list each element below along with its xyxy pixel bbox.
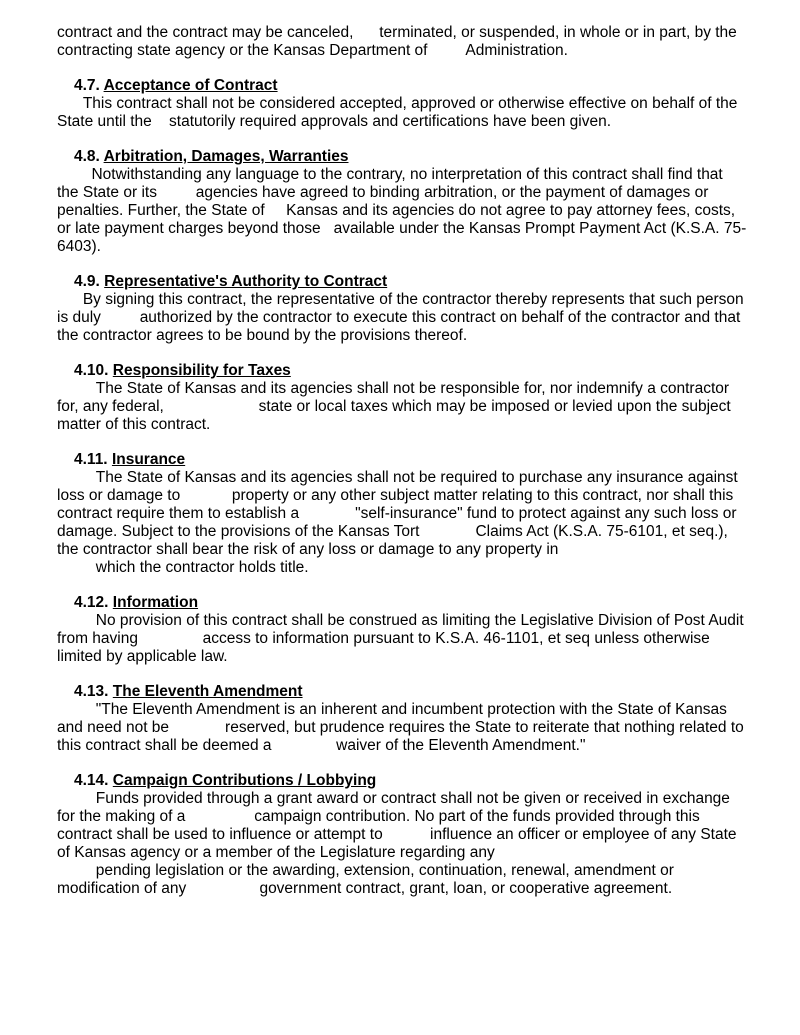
section-body: This contract shall not be considered accepted, approved or otherwise effective on behalf of the State until the statutorily required approvals and certifications have been given. [57, 95, 742, 130]
section-4-11 [57, 451, 747, 577]
section-heading [57, 148, 747, 166]
section-body: The State of Kansas and its agencies shall not be required to purchase any insurance against loss or damage to property or any other subject matter relating to this contract, nor shall this contract require them to establish a "self-insurance" fund to protect against any such loss or damage. Subject to the provisions of the Kansas Tort Claims Act (K.S.A. 75-6101, et seq.), the contractor shall bear the risk of any loss or damage to any property in which the contractor holds title. [57, 469, 738, 576]
section-body: No provision of this contract shall be construed as limiting the Legislative Division of Post Audit from having access to information pursuant to K.S.A. 46-1101, et seq unless otherwise limited by applicable law. [57, 612, 748, 665]
section-body: By signing this contract, the representative of the contractor thereby represents that such person is duly authorized by the contractor to execute this contract on behalf of the contractor and that the contractor agrees to be bound by the provisions thereof. [57, 291, 748, 344]
section-heading [57, 451, 747, 469]
intro-paragraph: contract and the contract may be canceled, terminated, or suspended, in whole or in part, by the contracting state agency or the Kansas Department of Administration. [57, 24, 742, 59]
section-number: 4.7. [74, 77, 100, 94]
section-heading [57, 683, 747, 701]
section-body: Funds provided through a grant award or contract shall not be given or received in exchange for the making of a campaign contribution. No part of the funds provided through this contract shall be used to influence or attempt to influence an officer or employee of any State of Kansas agency or a member of the Legislature regarding any pending legislation or the awarding, extension, continuation, renewal, amendment or modification of any government contract, grant, loan, or cooperative agreement. [57, 790, 737, 897]
document-page [57, 24, 747, 915]
section-title: Acceptance of Contract [103, 77, 278, 94]
section-title: Insurance [111, 451, 186, 468]
section-number: 4.14. [74, 772, 109, 789]
section-4-7 [57, 77, 747, 131]
section-body: Notwithstanding any language to the contrary, no interpretation of this contract shall find that the State or its agencies have agreed to binding arbitration, or the payment of damages or penalties. Further, the State of Kansas and its agencies do not agree to pay attorney fees, costs, or late payment charges beyond those available under the Kansas Prompt Payment Act (K.S.A. 75-6403). [57, 166, 747, 255]
section-title: Campaign Contributions / Lobbying [112, 772, 377, 789]
section-title: The Eleventh Amendment [112, 683, 303, 700]
section-4-13 [57, 683, 747, 755]
section-heading [57, 594, 747, 612]
section-heading [57, 362, 747, 380]
section-title: Information [112, 594, 199, 611]
section-title: Representative's Authority to Contract [104, 273, 388, 290]
section-title: Responsibility for Taxes [112, 362, 291, 379]
section-body: "The Eleventh Amendment is an inherent and incumbent protection with the State of Kansas and need not be reserved, but prudence requires the State to reiterate that nothing related to this contract shall be deemed a waiver of the Eleventh Amendment." [57, 701, 749, 754]
section-number: 4.13. [74, 683, 109, 700]
section-4-10 [57, 362, 747, 434]
section-number: 4.10. [74, 362, 109, 379]
section-heading [57, 77, 747, 95]
section-heading [57, 772, 747, 790]
section-number: 4.11. [74, 451, 108, 468]
section-4-8 [57, 148, 747, 256]
section-title: Arbitration, Damages, Warranties [103, 148, 349, 165]
section-4-14 [57, 772, 747, 898]
section-4-9 [57, 273, 747, 345]
section-number: 4.9. [74, 273, 100, 290]
section-number: 4.12. [74, 594, 109, 611]
section-body: The State of Kansas and its agencies shall not be responsible for, nor indemnify a contractor for, any federal, state or local taxes which may be imposed or levied upon the subject matter of this contract. [57, 380, 736, 433]
section-4-12 [57, 594, 747, 666]
section-number: 4.8. [74, 148, 100, 165]
section-heading [57, 273, 747, 291]
